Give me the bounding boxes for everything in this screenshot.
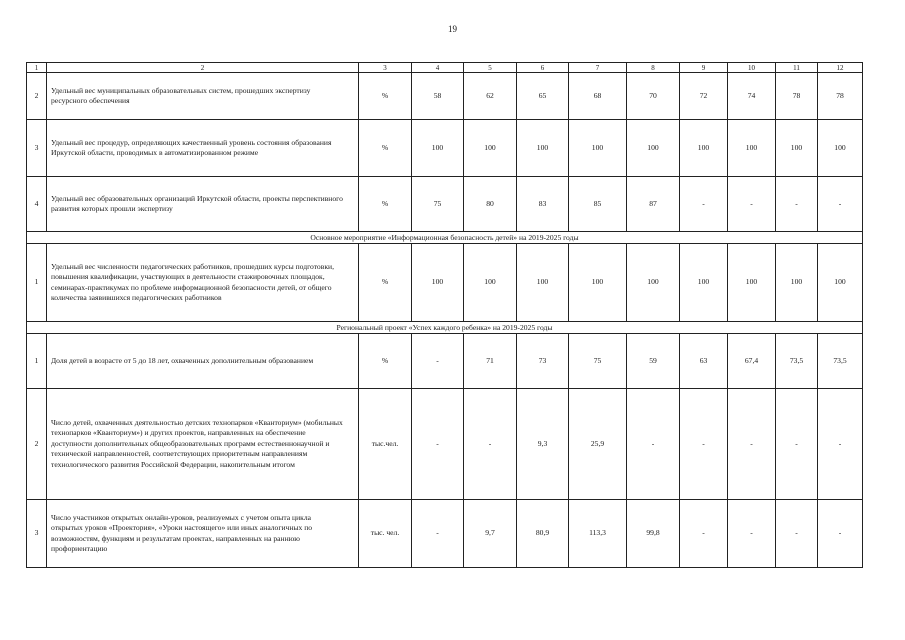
- value-cell: 63: [680, 334, 728, 389]
- value-cell: 73: [517, 334, 569, 389]
- value-cell: -: [412, 334, 464, 389]
- value-cell: 100: [517, 120, 569, 177]
- indicator-name: Удельный вес численности педагогических работников, прошедших курсы подготовки, повышения квалификации, участвующих в деятельности стажировочных площадок, семинарах-практикумах по проблеме информационной безопасности детей, от общего количества заявившихся педагогических работников: [47, 244, 359, 322]
- value-cell: 100: [627, 244, 680, 322]
- indicator-row: [27, 73, 863, 120]
- value-cell: 113,3: [569, 500, 627, 568]
- unit-cell: %: [359, 334, 412, 389]
- value-cell: -: [818, 500, 863, 568]
- column-header: 1: [27, 63, 47, 73]
- value-cell: 99,8: [627, 500, 680, 568]
- value-cell: -: [412, 500, 464, 568]
- section-title: Основное мероприятие «Информационная безопасность детей» на 2019-2025 годы: [27, 232, 863, 244]
- column-header: 4: [412, 63, 464, 73]
- page-number: 19: [448, 24, 457, 34]
- value-cell: 80,9: [517, 500, 569, 568]
- value-cell: 78: [818, 73, 863, 120]
- row-number: 2: [27, 73, 47, 120]
- value-cell: 74: [728, 73, 776, 120]
- column-header: 10: [728, 63, 776, 73]
- value-cell: 70: [627, 73, 680, 120]
- value-cell: -: [776, 500, 818, 568]
- row-number: 1: [27, 244, 47, 322]
- value-cell: 100: [569, 120, 627, 177]
- value-cell: -: [818, 177, 863, 232]
- value-cell: 65: [517, 73, 569, 120]
- value-cell: 100: [412, 120, 464, 177]
- row-number: 3: [27, 500, 47, 568]
- column-header: 6: [517, 63, 569, 73]
- value-cell: 25,9: [569, 389, 627, 500]
- indicator-row: [27, 500, 863, 568]
- value-cell: 73,5: [776, 334, 818, 389]
- value-cell: 100: [818, 244, 863, 322]
- row-number: 4: [27, 177, 47, 232]
- value-cell: 100: [728, 244, 776, 322]
- indicator-name: Доля детей в возрасте от 5 до 18 лет, охваченных дополнительным образованием: [47, 334, 359, 389]
- section-title-row: [27, 232, 863, 244]
- value-cell: 83: [517, 177, 569, 232]
- row-number: 3: [27, 120, 47, 177]
- unit-cell: тыс.чел.: [359, 389, 412, 500]
- value-cell: 100: [776, 244, 818, 322]
- value-cell: 67,4: [728, 334, 776, 389]
- value-cell: 62: [464, 73, 517, 120]
- column-header: 11: [776, 63, 818, 73]
- column-header: 2: [47, 63, 359, 73]
- value-cell: 87: [627, 177, 680, 232]
- value-cell: -: [728, 177, 776, 232]
- indicator-name: Число участников открытых онлайн-уроков, реализуемых с учетом опыта цикла открытых уроков «Проектория», «Уроки настоящего» или иных аналогичных по возможностям, функциям и результатам проектах, направленных на раннюю профориентацию: [47, 500, 359, 568]
- column-header: 12: [818, 63, 863, 73]
- indicator-name: Удельный вес муниципальных образовательных систем, прошедших экспертизу ресурсного обеспечения: [47, 73, 359, 120]
- value-cell: 72: [680, 73, 728, 120]
- unit-cell: %: [359, 177, 412, 232]
- value-cell: 100: [517, 244, 569, 322]
- indicator-row: [27, 177, 863, 232]
- indicator-name: Удельный вес процедур, определяющих качественный уровень состояния образования Иркутской области, проводимых в автоматизированном режиме: [47, 120, 359, 177]
- value-cell: -: [776, 177, 818, 232]
- indicator-name: Удельный вес образовательных организаций Иркутской области, проекты перспективного развития которых прошли экспертизу: [47, 177, 359, 232]
- value-cell: 100: [728, 120, 776, 177]
- value-cell: -: [818, 389, 863, 500]
- value-cell: 100: [464, 120, 517, 177]
- value-cell: 100: [627, 120, 680, 177]
- value-cell: 100: [818, 120, 863, 177]
- value-cell: -: [464, 389, 517, 500]
- value-cell: 100: [776, 120, 818, 177]
- value-cell: 9,3: [517, 389, 569, 500]
- value-cell: 100: [412, 244, 464, 322]
- value-cell: 73,5: [818, 334, 863, 389]
- value-cell: -: [680, 177, 728, 232]
- column-header: 3: [359, 63, 412, 73]
- value-cell: -: [728, 500, 776, 568]
- column-header: 9: [680, 63, 728, 73]
- unit-cell: %: [359, 244, 412, 322]
- column-header: 7: [569, 63, 627, 73]
- value-cell: 85: [569, 177, 627, 232]
- indicators-table-body: [27, 63, 863, 568]
- indicators-table: [26, 62, 863, 568]
- row-number: 2: [27, 389, 47, 500]
- value-cell: -: [680, 500, 728, 568]
- unit-cell: %: [359, 120, 412, 177]
- value-cell: 75: [412, 177, 464, 232]
- value-cell: 9,7: [464, 500, 517, 568]
- value-cell: 68: [569, 73, 627, 120]
- value-cell: -: [412, 389, 464, 500]
- section-title-row: [27, 322, 863, 334]
- section-title: Региональный проект «Успех каждого ребенка» на 2019-2025 годы: [27, 322, 863, 334]
- value-cell: -: [728, 389, 776, 500]
- value-cell: 100: [680, 120, 728, 177]
- indicator-row: [27, 120, 863, 177]
- row-number: 1: [27, 334, 47, 389]
- value-cell: -: [776, 389, 818, 500]
- column-header: 5: [464, 63, 517, 73]
- value-cell: 71: [464, 334, 517, 389]
- value-cell: 78: [776, 73, 818, 120]
- indicator-row: [27, 244, 863, 322]
- value-cell: 100: [464, 244, 517, 322]
- value-cell: 58: [412, 73, 464, 120]
- value-cell: 75: [569, 334, 627, 389]
- unit-cell: %: [359, 73, 412, 120]
- indicator-row: [27, 334, 863, 389]
- value-cell: -: [680, 389, 728, 500]
- value-cell: -: [627, 389, 680, 500]
- value-cell: 80: [464, 177, 517, 232]
- unit-cell: тыс. чел.: [359, 500, 412, 568]
- indicator-row: [27, 389, 863, 500]
- value-cell: 100: [569, 244, 627, 322]
- column-number-row: [27, 63, 863, 73]
- column-header: 8: [627, 63, 680, 73]
- value-cell: 59: [627, 334, 680, 389]
- value-cell: 100: [680, 244, 728, 322]
- indicator-name: Число детей, охваченных деятельностью детских технопарков «Кванториум» (мобильных технопарков «Кванториум») и других проектов, направленных на обеспечение доступности дополнительных общеобразовательных программ естественнонаучной и технической направленностей, соответствующих приоритетным направлениям технологического развития Российской Федерации, накопительным итогом: [47, 389, 359, 500]
